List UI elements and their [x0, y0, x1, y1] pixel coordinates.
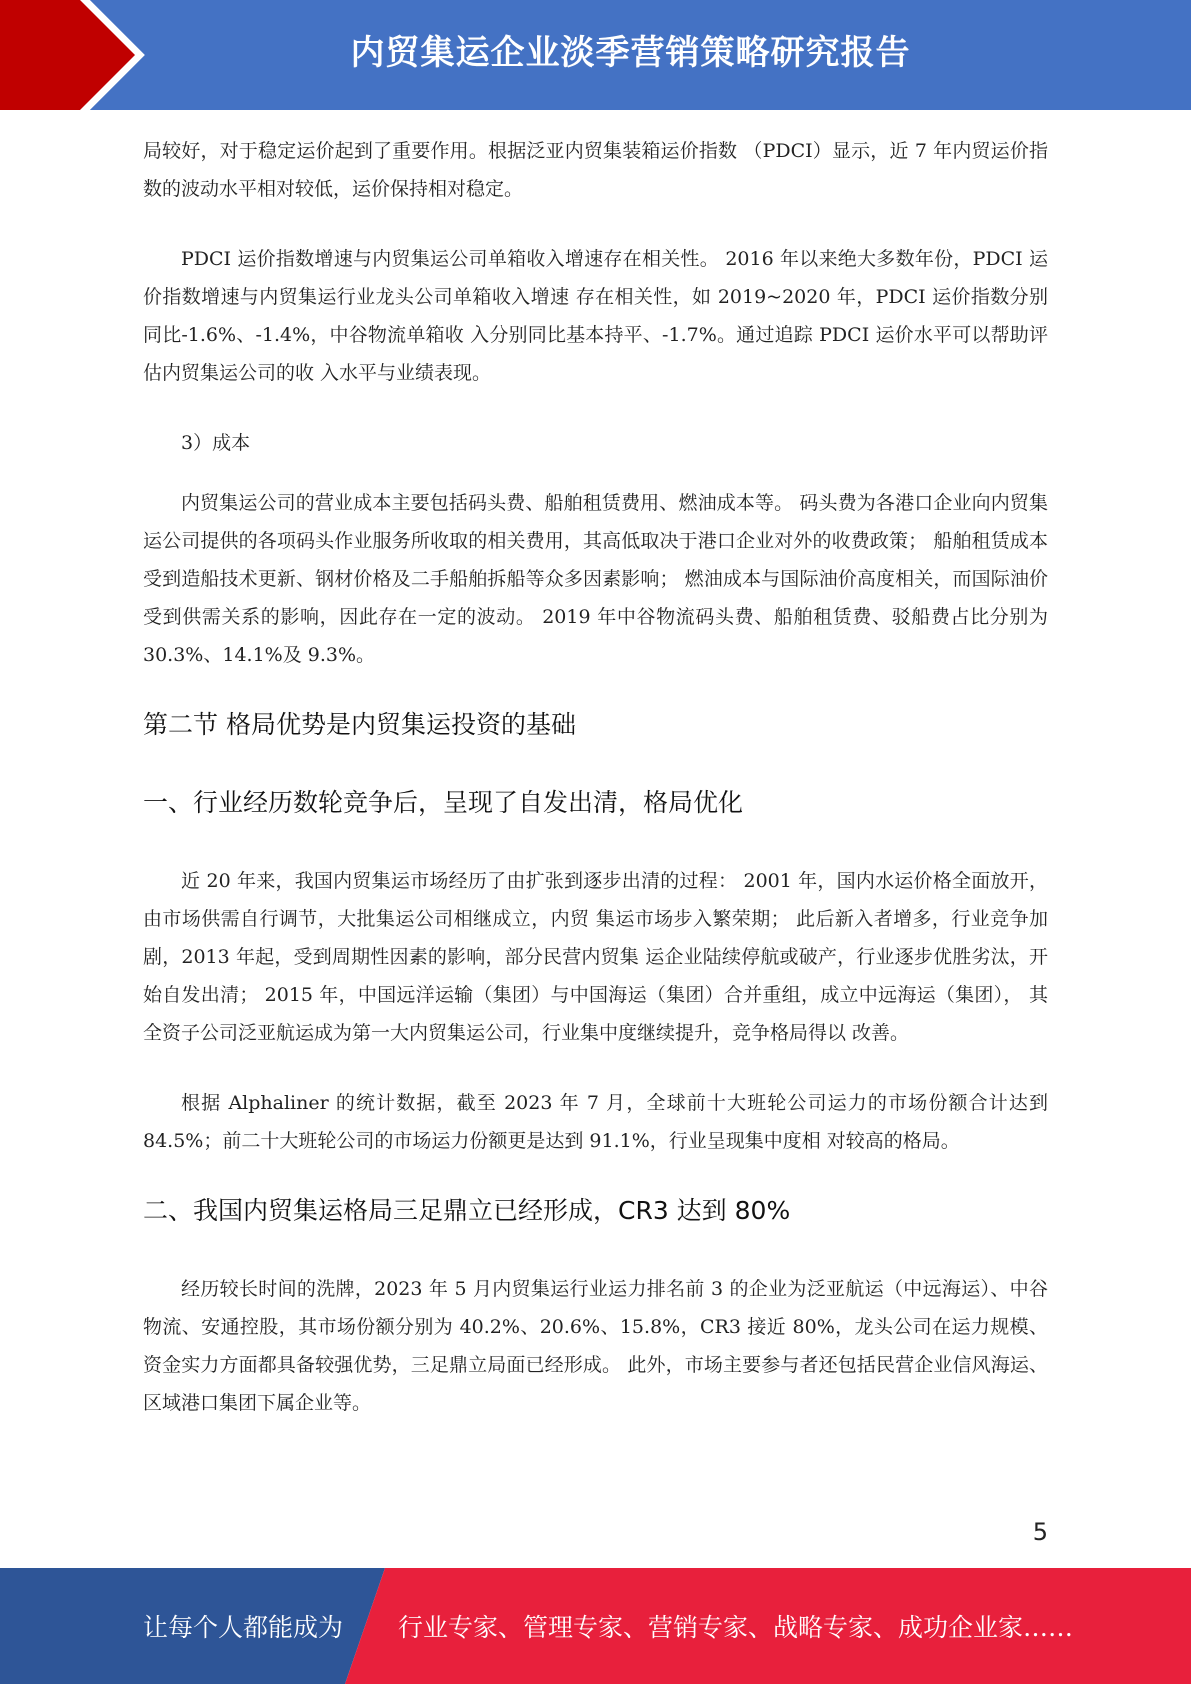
- footer-slogan-right: 行业专家、管理专家、营销专家、战略专家、成功企业家……: [398, 1613, 1074, 1642]
- report-title: 内贸集运企业淡季营销策略研究报告: [350, 33, 911, 73]
- footer-slogan-left: 让每个人都能成为: [143, 1613, 344, 1642]
- heading-part-2: 二、我国内贸集运格局三足鼎立已经形成，CR3 达到 80%: [143, 1196, 791, 1225]
- paragraph-pdci-intro: 局较好，对于稳定运价起到了重要作用。根据泛亚内贸集装箱运价指数 （PDCI）显示，近 7 年内贸运价指数的波动水平相对较低，运价保持相对稳定。: [143, 140, 1048, 200]
- header-arrow-decoration: [0, 0, 160, 110]
- page-number: 5: [1032, 1518, 1048, 1546]
- paragraph-cost: 内贸集运公司的营业成本主要包括码头费、船舶租赁费用、燃油成本等。 码头费为各港口企业向内贸集运公司提供的各项码头作业服务所收取的相关费用，其高低取决于港口企业对外的收费政策； 船舶租赁成本受到造船技术更新、钢材价格及二手船舶拆船等众多因素影响； 燃油成本与国际油价高度相关，而国际油价受到供需关系的影响，因此存在一定的波动。 2019 年中谷物流码头费、船舶租赁费、驳船费占比分别为 30.3%、14.1%及 9.3%。: [143, 492, 1048, 666]
- paragraph-cr3: 经历较长时间的洗牌，2023 年 5 月内贸集运行业运力排名前 3 的企业为泛亚航运（中远海运）、中谷物流、安通控股，其市场份额分别为 40.2%、20.6%、15.8%，CR3 接近 80%，龙头公司在运力规模、资金实力方面都具备较强优势，三足鼎立局面已经形成。 此外，市场主要参与者还包括民营企业信风海运、区域港口集团下属企业等。: [143, 1278, 1048, 1414]
- page-header: [0, 0, 1191, 110]
- document-body: [143, 132, 1048, 1454]
- page-footer: [0, 1568, 1191, 1684]
- heading-part-1: 一、行业经历数轮竞争后，呈现了自发出清，格局优化: [143, 788, 744, 817]
- paragraph-alphaliner: 根据 Alphaliner 的统计数据，截至 2023 年 7 月，全球前十大班轮公司运力的市场份额合计达到 84.5%；前二十大班轮公司的市场运力份额更是达到 91.1%，行业呈现集中度相 对较高的格局。: [143, 1092, 1048, 1152]
- section-heading-2: 第二节 格局优势是内贸集运投资的基础: [143, 710, 576, 739]
- subheading-cost: 3）成本: [181, 432, 251, 454]
- paragraph-pdci-correlation: PDCI 运价指数增速与内贸集运公司单箱收入增速存在相关性。 2016 年以来绝大多数年份，PDCI 运价指数增速与内贸集运行业龙头公司单箱收入增速 存在相关性，如 2019~2020 年，PDCI 运价指数分别同比-1.6%、-1.4%，中谷物流单箱收 入分别同比基本持平、-1.7%。通过追踪 PDCI 运价水平可以帮助评估内贸集运公司的收 入水平与业绩表现。: [143, 248, 1048, 384]
- paragraph-market-history: 近 20 年来，我国内贸集运市场经历了由扩张到逐步出清的过程： 2001 年，国内水运价格全面放开，由市场供需自行调节，大批集运公司相继成立，内贸 集运市场步入繁荣期； 此后新入者增多，行业竞争加剧，2013 年起，受到周期性因素的影响，部分民营内贸集 运企业陆续停航或破产，行业逐步优胜劣汰，开始自发出清； 2015 年，中国远洋运输（集团）与中国海运（集团）合并重组，成立中远海运（集团）， 其全资子公司泛亚航运成为第一大内贸集运公司，行业集中度继续提升，竞争格局得以 改善。: [143, 870, 1048, 1044]
